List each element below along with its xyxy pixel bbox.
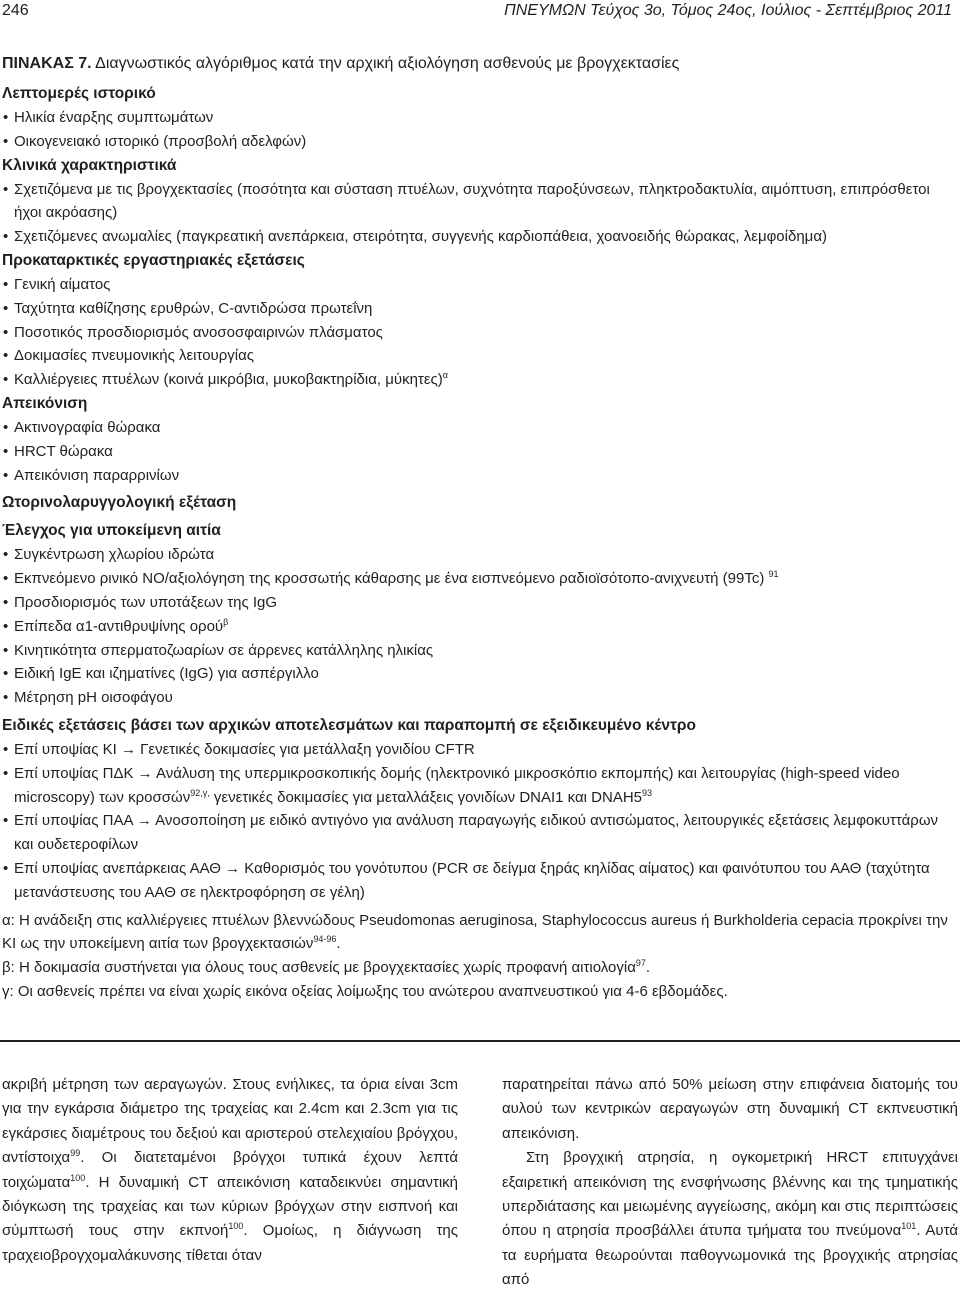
- citation: 100: [70, 1172, 86, 1183]
- paragraph: παρατηρείται πάνω από 50% μείωση στην επιφάνεια διατομής του αυλού των κεντρικών αεραγωγών στη δυναμική CT εκπνευστική απεικόνιση.: [502, 1076, 958, 1142]
- section-cause-title: Έλεγχος για υποκείμενη αιτία: [2, 522, 221, 540]
- list-item: [2, 615, 958, 639]
- footnote-b: β: Η δοκιμασία συστήνεται για όλους τους ασθενείς με βρογχεκτασίες χωρίς προφανή αιτιολογία$^{97}$.: [2, 958, 651, 977]
- item-text: γενετικές δοκιμασίες για μεταλλάξεις γονιδίων DNAI1 και DNAH5: [209, 788, 643, 806]
- footnote-c: γ: Οι ασθενείς πρέπει να είναι χωρίς εικόνα οξείας λοίμωξης του ανώτερου αναπνευστικού για 4-6 εβδομάδες.: [2, 982, 728, 1000]
- list-item: • Κινητικότητα σπερματοζωαρίων σε άρρενες κατάλληλης ηλικίας: [2, 639, 958, 663]
- table-footnotes: [2, 909, 958, 1004]
- body-column-right: [502, 1073, 958, 1293]
- list-item: • Οικογενειακό ιστορικό (προσβολή αδελφών): [2, 130, 958, 154]
- list-item: • Σχετιζόμενα με τις βρογχεκτασίες (ποσότητα και σύσταση πτυέλων, συχνότητα παροξύνσεων, πληκτροδακτυλία, αιμόπτυση, επιπρόσθετοι ήχοι ακρόασης): [2, 178, 958, 226]
- list-item: • Ποσοτικός προσδιορισμός ανοσοσφαιρινών πλάσματος: [2, 321, 958, 345]
- list-item: • Συγκέντρωση χλωρίου ιδρώτα: [2, 543, 958, 567]
- list-item: • Απεικόνιση παραρρινίων: [2, 464, 958, 488]
- list-item: [2, 368, 958, 392]
- list-item: • Δοκιμασίες πνευμονικής λειτουργίας: [2, 344, 958, 368]
- list-item: • Επί υποψίας ΠΑΑ → Ανοσοποίηση με ειδικό αντιγόνο για ανάλυση παραγωγής ειδικού αντισώματος, λειτουργικές εξετάσεις λεμφοκυττάρων και ουδετεροφίλων: [2, 809, 958, 857]
- section-history-title: Λεπτομερές ιστορικό: [2, 85, 156, 102]
- list-item: • Γενική αίματος: [2, 273, 958, 297]
- list-item: • Ακτινογραφία θώρακα: [2, 416, 958, 440]
- item-text: Εκπνεόμενο ρινικό NO/αξιολόγηση της κροσσωτής κάθαρσης με ένα εισπνεόμενο ραδιοϊσότοπο-ανιχνευτή (99Tc): [14, 570, 765, 588]
- list-item: • HRCT θώρακα: [2, 440, 958, 464]
- item-text: Καλλιέργειες πτυέλων (κοινά μικρόβια, μυκοβακτηρίδια, μύκητες): [14, 371, 443, 389]
- footnote-ref: 91: [768, 569, 779, 580]
- list-item: • Προσδιορισμός των υποτάξεων της IgG: [2, 591, 958, 615]
- footnote-a: α: Η ανάδειξη στις καλλιέργειες πτυέλων βλεννώδους Pseudomonas aeruginosa, Staphylococcus aureus ή Burkholderia cepacia προκρίνει την ΚΙ ως την υποκείμενη αιτία των βρογχεκτασιών$^{94-96}$.: [2, 911, 948, 953]
- table-title: [2, 54, 958, 74]
- list-item: • Σχετιζόμενες ανωμαλίες (παγκρεατική ανεπάρκεια, στειρότητα, συγγενής καρδιοπάθεια, χοανοειδής θώρακας, λεμφοίδημα): [2, 225, 958, 249]
- citation: 101: [901, 1221, 917, 1232]
- table-7: [2, 54, 958, 1004]
- body-column-left: [2, 1073, 458, 1268]
- footnote-ref: α: [442, 370, 448, 381]
- footnote-text: β: Η δοκιμασία συστήνεται για όλους τους ασθενείς με βρογχεκτασίες χωρίς προφανή αιτιολογία: [2, 959, 636, 977]
- citation: 99: [70, 1148, 81, 1159]
- page-header: [0, 0, 960, 28]
- footnote-ref: 92,γ,: [190, 787, 210, 798]
- table-label: ΠΙΝΑΚΑΣ 7.: [2, 55, 92, 72]
- list-item: • Επί υποψίας ανεπάρκειας ΑΑΘ → Καθορισμός του γονότυπου (PCR σε δείγμα ξηράς κηλίδας αίματος) και φαινότυπου του ΑΑΘ (ταχύτητα μετανάστευσης του ΑΑΘ σε ηλεκτροφόρηση σε γέλη): [2, 857, 958, 905]
- text: . Αυτά τα ευρήματα θεωρούνται παθογνωμονικά της βρογχικής ατρησίας από: [502, 1222, 958, 1289]
- section-special-title: Ειδικές εξετάσεις βάσει των αρχικών αποτελεσμάτων και παραπομπή σε εξειδικευμένο κέντρο: [2, 716, 696, 734]
- item-text: Επί υποψίας ΠΔΚ → Ανάλυση της υπερμικροσκοπικής δομής (ηλεκτρονικό μικροσκόπιο εκπομπής) και λειτουργίας (high-speed video microscopy) των κροσσών: [14, 764, 900, 806]
- text: . Οι διατεταμένοι βρόγχοι τυπικά έχουν λεπτά τοιχώματα: [2, 1149, 458, 1191]
- list-item: • Ειδική IgE και ιζηματίνες (IgG) για ασπέργιλλο: [2, 662, 958, 686]
- list-item: [2, 762, 958, 810]
- section-clinical-title: Κλινικά χαρακτηριστικά: [2, 156, 177, 174]
- text: ακριβή μέτρηση των αεραγωγών. Στους ενήλικες, τα όρια είναι 3cm για την εγκάρσια διάμετρο της τραχείας και 2.4cm και 2.3cm για τις εγκάρσιες διαμέτρους του δεξιού και αριστερού στελεχιαίου βρόγχου, αντίστοιχα: [2, 1076, 458, 1167]
- footnote-ref: 94-96: [313, 934, 337, 945]
- table-caption: Διαγνωστικός αλγόριθμος κατά την αρχική αξιολόγηση ασθενούς με βρογχεκτασίες: [95, 55, 680, 72]
- list-item: • Μέτρηση pH οισοφάγου: [2, 686, 958, 710]
- table-divider: [0, 1040, 960, 1042]
- section-imaging-title: Απεικόνιση: [2, 394, 88, 412]
- citation: 100: [228, 1221, 244, 1232]
- list-item: • Ταχύτητα καθίζησης ερυθρών, C-αντιδρώσα πρωτεΐνη: [2, 297, 958, 321]
- list-item: • Ηλικία έναρξης συμπτωμάτων: [2, 106, 958, 130]
- section-ent-title: Ωτορινολαρυγγολογική εξέταση: [2, 494, 237, 512]
- list-item: • Επί υποψίας ΚΙ → Γενετικές δοκιμασίες για μετάλλαξη γονιδίου CFTR: [2, 738, 958, 762]
- paragraph: [2, 1073, 458, 1268]
- footnote-ref: β: [223, 616, 229, 627]
- item-text: Επίπεδα α1-αντιθρυψίνης ορού: [14, 617, 224, 635]
- section-lab-title: Προκαταρκτικές εργαστηριακές εξετάσεις: [2, 251, 305, 269]
- text: Στη βρογχική ατρησία, η ογκομετρική HRCT επιτυγχάνει εξαιρετική απεικόνιση της ενσφήνωσης βλέννης και της τμηματικής υπερδιάτασης και μειωμένης αγγείωσης, ακόμη και στις περιπτώσεις όπου η ατρησία προσβάλλει άτυπα τμήματα του πνεύμονα: [502, 1149, 958, 1240]
- footnote-ref: 93: [642, 787, 653, 798]
- list-item: [2, 567, 958, 591]
- journal-title: ΠΝΕΥΜΩΝ Τεύχος 3ο, Τόμος 24ος, Ιούλιος - Σεπτέμβριος 2011: [504, 2, 952, 19]
- paragraph: [502, 1146, 958, 1292]
- footnote-ref: 97: [635, 958, 646, 969]
- text: . Η δυναμική CT απεικόνιση καταδεικνύει σημαντική διόγκωση της τραχείας και των κύριων βρόγχων στην εισπνοή και σύμπτωσή τους στην εκπνοή: [2, 1173, 458, 1240]
- text: . Ομοίως, η διάγνωση της τραχειοβρογχομαλάκυνσης τίθεται όταν: [2, 1222, 459, 1264]
- footnote-text: α: Η ανάδειξη στις καλλιέργειες πτυέλων βλεννώδους Pseudomonas aeruginosa, Staphylococcus aureus ή Burkholderia cepacia προκρίνει την ΚΙ ως την υποκείμενη αιτία των βρογχεκτασιών: [2, 911, 948, 953]
- page-number: 246: [2, 2, 29, 19]
